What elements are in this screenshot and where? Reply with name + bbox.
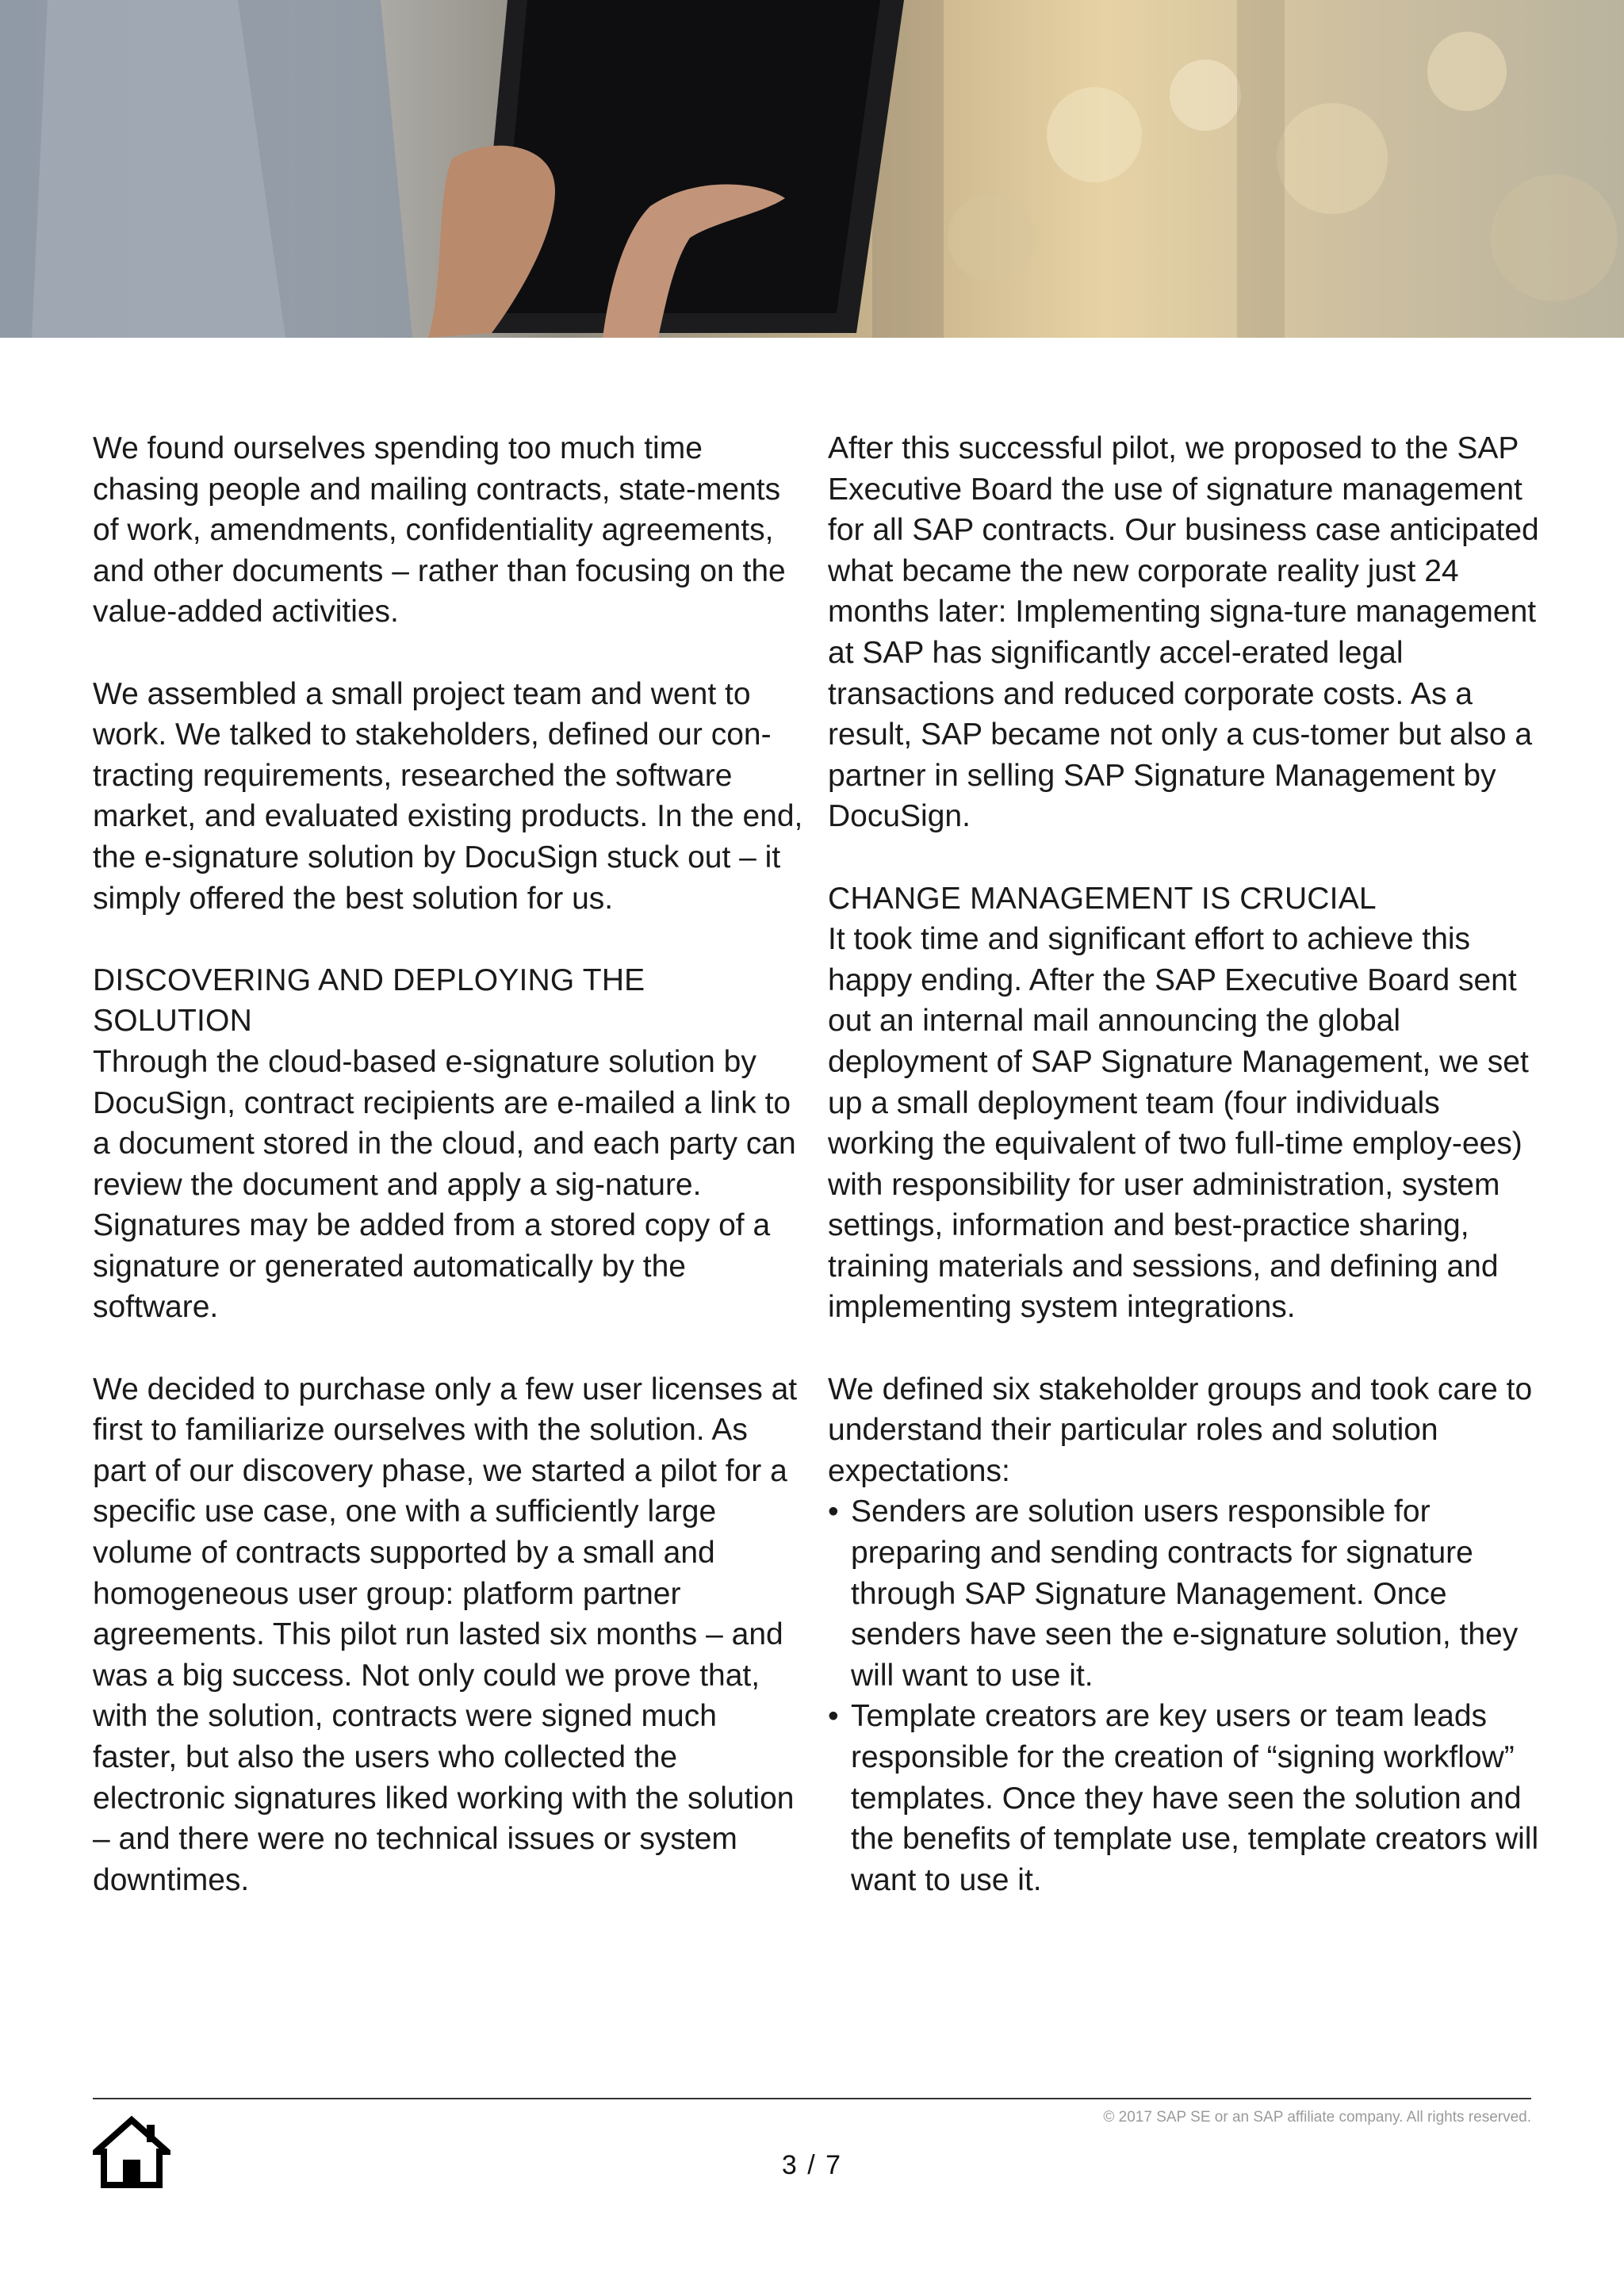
page-number: 3 / 7 bbox=[781, 2150, 843, 2180]
left-paragraph-2: We assembled a small project team and went to work. We talked to stakeholders, defined our con-tracting requirements, researched the software market, and evaluated existing products. In the end, the e-signature solution by DocuSign stuck out – it simply offered the best solution for us. bbox=[93, 676, 803, 916]
right-paragraph-2: It took time and significant effort to achieve this happy ending. After the SAP Executive Board sent out an internal mail announcing the global deployment of SAP Signature Management, we set up a small deployment team (four individuals working the equivalent of two full-time employ-ees) with responsibility for user administration, system settings, information and best-practice sharing, training materials and sessions, and defining and implementing system integrations. bbox=[828, 922, 1529, 1325]
hero-image bbox=[0, 0, 1624, 338]
right-column bbox=[828, 428, 1542, 1900]
section-heading-discovering: DISCOVERING AND DEPLOYING THE SOLUTION bbox=[93, 962, 645, 1039]
right-paragraph-3: We defined six stakeholder groups and took care to understand their particular roles and solution expectations: bbox=[828, 1372, 1533, 1488]
tablet-photo-illustration bbox=[0, 0, 1624, 338]
left-paragraph-3: Through the cloud-based e-signature solution by DocuSign, contract recipients are e-mailed a link to a document stored in the cloud, and each party can review the document and apply a sig-nature. Signatures may be added from a stored copy of a signature or generated automatically by the software. bbox=[93, 1044, 796, 1325]
section-heading-change-management: CHANGE MANAGEMENT IS CRUCIAL bbox=[828, 881, 1377, 916]
left-paragraph-1: We found ourselves spending too much time chasing people and mailing contracts, state-ments of work, amendments, confidentiality agreements, and other documents – rather than focusing on the value-added activities. bbox=[93, 431, 786, 629]
left-paragraph-4: We decided to purchase only a few user licenses at first to familiarize ourselves with the solution. As part of our discovery phase, we started a pilot for a specific use case, one with a sufficiently large volume of contracts supported by a small and homogeneous user group: platform partner agreements. This pilot run lasted six months – and was a big success. Not only could we prove that, with the solution, contracts were signed much faster, but also the users who collected the electronic signatures liked working with the solution – and there were no technical issues or system downtimes. bbox=[93, 1372, 798, 1897]
stakeholder-list bbox=[828, 1491, 1542, 1900]
left-column bbox=[93, 428, 806, 1942]
right-paragraph-1: After this successful pilot, we proposed to the SAP Executive Board the use of signature management for all SAP contracts. Our business case anticipated what became the new corporate reality just 24 months later: Implementing signa-ture management at SAP has significantly accel-erated legal transactions and reduced corporate costs. As a result, SAP became not only a cus-tomer but also a partner in selling SAP Signature Management by DocuSign. bbox=[828, 431, 1539, 834]
list-item: • Senders are solution users responsible for preparing and sending contracts for signature through SAP Signature Management. Once senders have seen the e-signature solution, they will want to use it. bbox=[828, 1491, 1542, 1696]
list-item: • Template creators are key users or team leads responsible for the creation of “signing workflow” templates. Once they have seen the solution and the benefits of template use, template creators will want to use it. bbox=[828, 1696, 1542, 1900]
copyright-notice: © 2017 SAP SE or an SAP affiliate company. All rights reserved. bbox=[1103, 2109, 1531, 2126]
footer-divider bbox=[93, 2098, 1531, 2099]
